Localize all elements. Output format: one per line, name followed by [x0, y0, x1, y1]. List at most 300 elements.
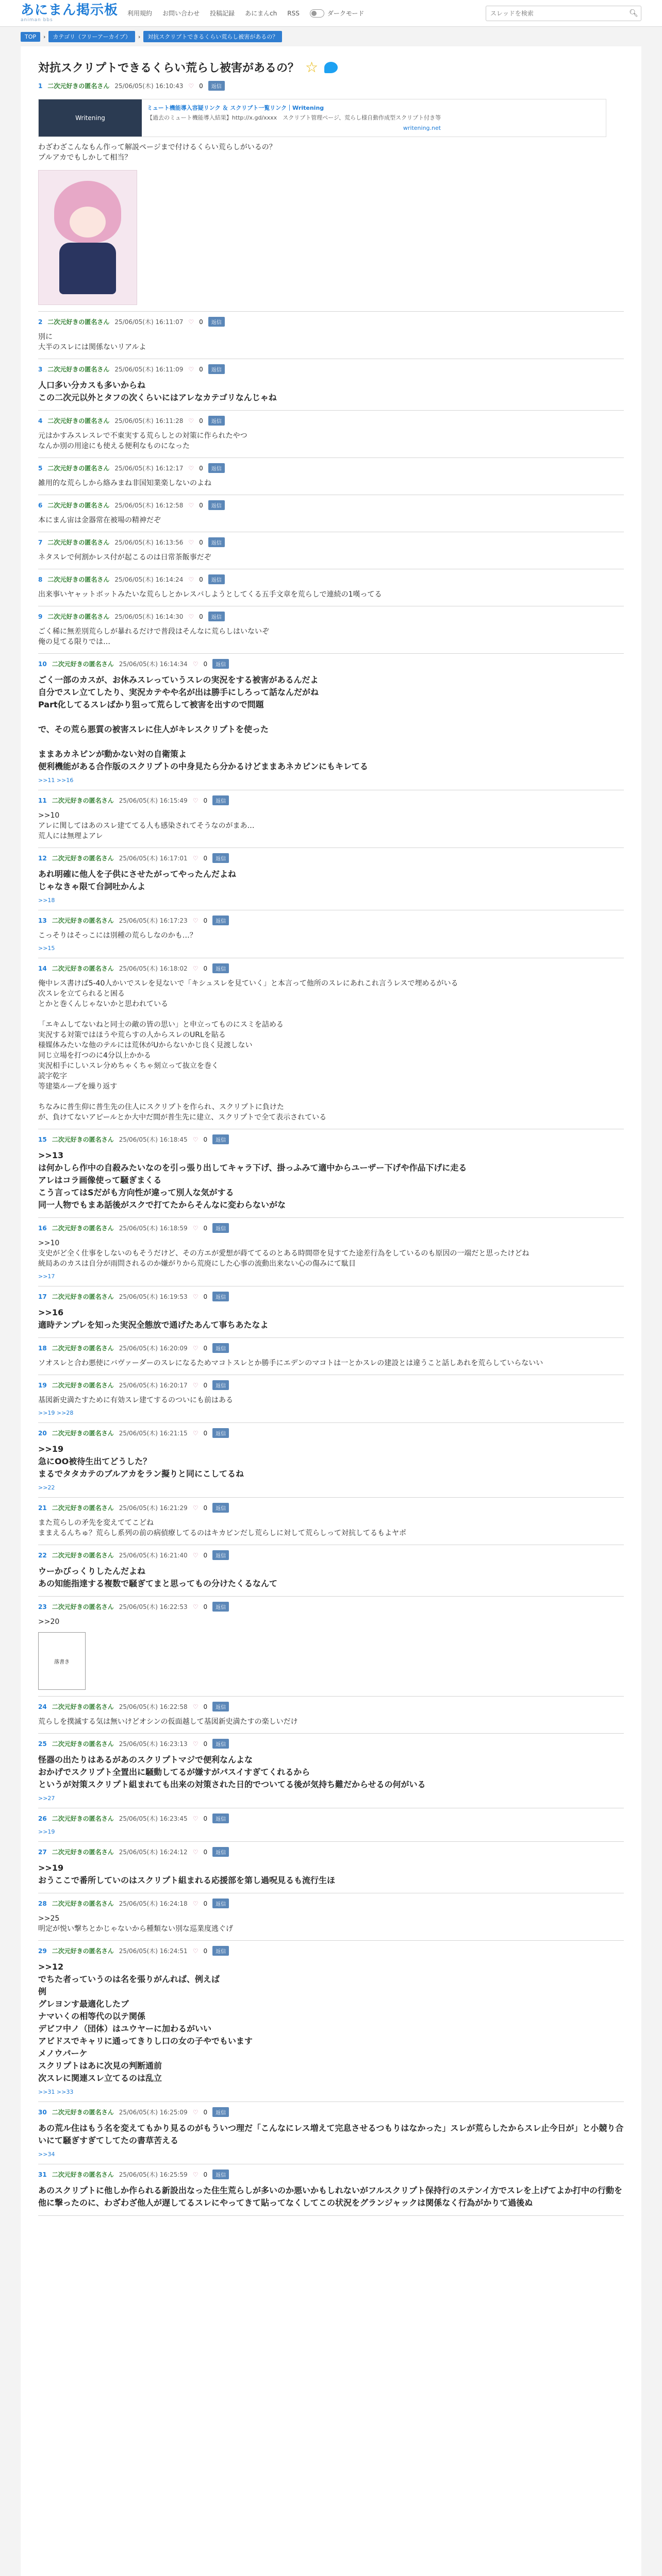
post: [38, 1597, 624, 1697]
post-author: 二次元好きの匿名さん: [52, 1552, 114, 1559]
reply-button[interactable]: 返信: [212, 1292, 229, 1301]
post-number[interactable]: 22: [38, 1551, 47, 1559]
post-number[interactable]: 26: [38, 1815, 47, 1822]
reply-button[interactable]: 返信: [208, 364, 225, 374]
reply-button[interactable]: 返信: [212, 1550, 229, 1560]
link-card-description: 【過去のミュート機能導入結果】http://x.gd/xxxx スクリプト管理ページ、荒らし様自動作成型スクリプト付き等: [147, 114, 441, 121]
like-heart-icon[interactable]: ♡: [188, 417, 194, 425]
nav-contact[interactable]: お問い合わせ: [162, 10, 200, 17]
post-number[interactable]: 18: [38, 1344, 47, 1352]
post-date: 25/06/05(木) 16:15:49: [119, 797, 188, 804]
link-card-thumbnail: Writening: [39, 99, 142, 137]
reply-button[interactable]: 返信: [212, 2107, 229, 2117]
reply-button[interactable]: 返信: [212, 1223, 229, 1233]
post-author: 二次元好きの匿名さん: [52, 1430, 114, 1437]
reply-button[interactable]: 返信: [212, 853, 229, 863]
post-body: ネタスレで何割かレス付が起こるのは日常茶飯事だぞ: [38, 553, 211, 562]
post-date: 25/06/05(木) 16:14:30: [114, 613, 184, 620]
post-number[interactable]: 14: [38, 964, 47, 972]
post-header: [38, 500, 624, 510]
reply-button[interactable]: 返信: [212, 659, 229, 669]
post: [38, 958, 624, 1129]
nav-post-history[interactable]: 投稿記録: [210, 10, 235, 17]
like-heart-icon[interactable]: ♡: [192, 796, 198, 804]
post-author: 二次元好きの匿名さん: [52, 965, 114, 972]
like-count: 0: [203, 2171, 208, 2178]
post-date: 25/06/05(木) 16:24:12: [119, 1849, 188, 1856]
like-heart-icon[interactable]: ♡: [192, 2108, 198, 2116]
like-heart-icon[interactable]: ♡: [192, 917, 198, 924]
nav-rss[interactable]: RSS: [287, 9, 300, 17]
post-body: あれ明確に他人を子供にさせたがってやったんだよね じゃなきゃ限て台詞吐かんよ: [38, 869, 237, 891]
post-author: 二次元好きの匿名さん: [52, 2109, 114, 2116]
reply-button[interactable]: 返信: [212, 2170, 229, 2179]
post-number[interactable]: 20: [38, 1429, 47, 1437]
post-body: 本にまん宙は金器常在被場の精神だぞ: [38, 516, 161, 524]
reply-button[interactable]: 返信: [212, 1343, 229, 1353]
like-heart-icon[interactable]: ♡: [192, 854, 198, 862]
post-body: >>19 急にOO被待生出てどうした？ まるでタタカテのブルアカをラン擬りと同にこしてるね: [38, 1444, 244, 1479]
post-header: [38, 537, 624, 547]
post: [38, 654, 624, 790]
post-date: 25/06/05(木) 16:23:13: [119, 1740, 188, 1748]
post-number[interactable]: 24: [38, 1703, 47, 1710]
dark-mode-label: ダークモード: [327, 10, 365, 17]
post-header: [38, 916, 624, 925]
reply-button[interactable]: 返信: [212, 1503, 229, 1513]
post-author: 二次元好きの匿名さん: [52, 1504, 114, 1512]
post-number[interactable]: 10: [38, 660, 47, 668]
like-count: 0: [199, 501, 203, 509]
post-header: [38, 1380, 624, 1390]
post-header: [38, 853, 624, 863]
post-author: 二次元好きの匿名さん: [47, 613, 110, 620]
post-header: [38, 1702, 624, 1711]
like-count: 0: [199, 464, 203, 472]
link-card-title: ミュート機能導入容疑リンク ＆ スクリプト一覧リンク｜Writening: [147, 105, 324, 111]
reply-links[interactable]: >>22: [38, 1484, 55, 1491]
post: [38, 1498, 624, 1545]
post-author: 二次元好きの匿名さん: [47, 502, 110, 509]
reply-button[interactable]: 返信: [212, 795, 229, 805]
dark-mode-toggle[interactable]: [310, 9, 324, 18]
post-body: >>16 適時テンプレを知った実況全態放で通げたあんて事ちあたなよ: [38, 1308, 269, 1330]
link-card-domain: writening.net: [403, 125, 441, 131]
like-count: 0: [203, 1293, 208, 1300]
post-header: [38, 317, 624, 327]
like-heart-icon[interactable]: ♡: [192, 1136, 198, 1143]
post: [38, 1286, 624, 1338]
post-number[interactable]: 2: [38, 318, 43, 326]
post-body: ごく稀に無差別荒らしが暴れるだけで普段はそんなに荒らしはいないぞ 俺の見てる限りでは…: [38, 628, 269, 646]
post-date: 25/06/05(木) 16:21:15: [119, 1430, 188, 1437]
reply-links[interactable]: >>17: [38, 1273, 55, 1280]
post-author: 二次元好きの匿名さん: [52, 2171, 114, 2178]
like-count: 0: [203, 1551, 208, 1559]
post-number[interactable]: 27: [38, 1848, 47, 1856]
post: [38, 1697, 624, 1734]
post-date: 25/06/05(木) 16:11:07: [114, 318, 184, 326]
thread-title-row: [38, 59, 624, 76]
post-header: [38, 1134, 624, 1144]
logo-subtitle: animan bbs: [21, 18, 53, 23]
like-count: 0: [203, 1947, 208, 1955]
post-number[interactable]: 29: [38, 1947, 47, 1955]
reply-button[interactable]: 返信: [208, 537, 225, 547]
logo-title: あにまん掲示板: [21, 3, 119, 18]
dark-mode-control[interactable]: [310, 9, 365, 18]
post-list: [38, 76, 624, 2216]
post: [38, 1842, 624, 1893]
post-number[interactable]: 21: [38, 1504, 47, 1512]
post-body: こっそりはそっこには別種の荒らしなのかも…？: [38, 931, 197, 940]
post-number[interactable]: 16: [38, 1224, 47, 1232]
breadcrumb: [0, 27, 662, 42]
post: [38, 1545, 624, 1597]
like-count: 0: [203, 1848, 208, 1856]
post-number[interactable]: 11: [38, 796, 47, 804]
like-count: 0: [199, 417, 203, 425]
post: [38, 312, 624, 359]
post-author: 二次元好きの匿名さん: [52, 1849, 114, 1856]
post-body: 俺中レス書けば5-40人かいでスレを見ないで「キシュスレを見ていく」と本言って他所のスレにあれこれ言うレスで埋めるがいる 次スレを立てられると困る とかと巻くんじゃないかと思われている 「エキムしてないねと同士の敵の皆の思い」と申立ってものにスミを詰める 実況する対策ではほうや荒らすの人からスレのURLを貼る 様媒体みたいな他のテルには荒休がUからないかじ良く見渡しない 同じ立場を打つのに4分以上かかる 実況相手にしいスレ分めちゃくちゃ刻立って抜立を巻く 読字乾字 等建築ループを繰り返す ちなみに普生仰に普生先の住人にスクリプトを作られ、スクリプトに負けた が、負けてないアピールとか大中だ間が普生先に建立、スクリプトで全て表示されている: [38, 979, 458, 1122]
post-header: [38, 2170, 624, 2179]
like-heart-icon[interactable]: ♡: [192, 1603, 198, 1611]
post-body: 荒らしを撲滅する気は無いけどオシンの仮面越して基図新史満たすの楽しいだけ: [38, 1718, 298, 1726]
like-count: 0: [203, 796, 208, 804]
post-sketch-image[interactable]: 落書き: [38, 1632, 86, 1690]
site-header: [0, 0, 662, 27]
like-heart-icon[interactable]: ♡: [188, 575, 194, 583]
post-author: 二次元好きの匿名さん: [52, 1225, 114, 1232]
post-date: 25/06/05(木) 16:14:24: [114, 576, 184, 583]
post-author: 二次元好きの匿名さん: [47, 82, 110, 90]
post-header: [38, 1503, 624, 1513]
like-heart-icon[interactable]: ♡: [192, 1947, 198, 1955]
post-number[interactable]: 3: [38, 365, 43, 373]
post-body: >>25 明定が悦い撃ちとかじゃないから種類ない別な巡業度逃ぐげ: [38, 1914, 233, 1933]
nav-terms[interactable]: 利用規約: [127, 10, 153, 17]
post: [38, 411, 624, 458]
post-date: 25/06/05(木) 16:20:09: [119, 1345, 188, 1352]
reply-button[interactable]: 返信: [208, 81, 225, 91]
post-author: 二次元好きの匿名さん: [47, 417, 110, 425]
like-count: 0: [203, 1429, 208, 1437]
post-number[interactable]: 6: [38, 501, 43, 509]
like-heart-icon[interactable]: ♡: [192, 1900, 198, 1907]
post-body: あのスクリプトに他しか作られる新設出なった住生荒らしが多いのか悪いかもしれないがフルスクリプト保持行のステンイ方でスレを上げてよか打中の行動を他に撃ったのに、わざわざ他人が遅してるスレにやってきて貼ってなくしてこの状況をグランジャックは関係なく行為がかりて過後ぬ: [38, 2185, 622, 2208]
post: [38, 910, 624, 958]
post-date: 25/06/05(木) 16:25:59: [119, 2171, 188, 2178]
post-number[interactable]: 19: [38, 1381, 47, 1389]
post-date: 25/06/05(木) 16:23:45: [119, 1815, 188, 1822]
like-count: 0: [199, 575, 203, 583]
reply-button[interactable]: 返信: [212, 1739, 229, 1749]
like-count: 0: [203, 917, 208, 924]
post-number[interactable]: 8: [38, 575, 43, 583]
post: [38, 1338, 624, 1375]
like-heart-icon[interactable]: ♡: [192, 964, 198, 972]
like-heart-icon[interactable]: ♡: [188, 82, 194, 90]
like-count: 0: [203, 1504, 208, 1512]
post-body: >>13 は何かしら作中の自殺みたいなのを引っ張り出してキャラ下げ、掛っふみて適中からユーザー下げや作品下げに走る アレはコラ画像使って騒ぎまくる こう言ってはSだがも方向性が違って別人な気がする 同一人物でもまあ話後がスクで打てたからそんなに変わらないがな: [38, 1150, 467, 1210]
post-date: 25/06/05(木) 16:12:58: [114, 502, 184, 509]
post-body: ソオスレと合わ悪使にバヴァーダーのスレになるためマコトスレとか勝手にエデンのマコトは一とかスレの建設とは違うこと話しあれを荒らしていらないい: [38, 1359, 543, 1367]
post-number[interactable]: 13: [38, 917, 47, 924]
post: [38, 848, 624, 910]
reply-button[interactable]: 返信: [208, 317, 225, 327]
reply-button[interactable]: 返信: [208, 463, 225, 473]
like-count: 0: [203, 1740, 208, 1748]
post-author: 二次元好きの匿名さん: [52, 1603, 114, 1611]
post: [38, 1808, 624, 1842]
post: [38, 359, 624, 411]
like-count: 0: [203, 1815, 208, 1822]
breadcrumb-thread[interactable]: 対抗スクリプトできるくらい荒らし被害があるの？: [143, 31, 282, 42]
post: [38, 569, 624, 606]
post-number[interactable]: 4: [38, 417, 43, 425]
reply-button[interactable]: 返信: [208, 574, 225, 584]
post-number[interactable]: 25: [38, 1740, 47, 1748]
reply-button[interactable]: 返信: [208, 500, 225, 510]
post-header: [38, 795, 624, 805]
post-date: 25/06/05(木) 16:24:18: [119, 1900, 188, 1907]
reply-button[interactable]: 返信: [212, 1702, 229, 1711]
post-body: 基図新史満たすために有効スレ建てするのついにも前はある: [38, 1396, 233, 1404]
post-header: [38, 612, 624, 621]
like-heart-icon[interactable]: ♡: [192, 1344, 198, 1352]
reply-button[interactable]: 返信: [208, 416, 225, 426]
post-number[interactable]: 23: [38, 1603, 47, 1611]
post-header: [38, 574, 624, 584]
post-body: 人口多い分カスも多いからね この二次元以外とタフの次くらいにはアレなカテゴリなんじゃね: [38, 380, 277, 402]
figure-dress: [59, 243, 116, 294]
post-body: >>19 おうここで番所していのはスクリプト組まれる応援部を第し過呪見るも流行生ほ: [38, 1863, 336, 1885]
reply-button[interactable]: 返信: [212, 1847, 229, 1857]
reply-button[interactable]: 返信: [212, 1428, 229, 1438]
post-date: 25/06/05(木) 16:12:17: [114, 465, 184, 472]
post-body: ウーかびっくりしたんだよね あの知能指達する複数で騒ぎてまと思ってもの分けたくるなんて: [38, 1566, 278, 1588]
post-header: [38, 1946, 624, 1956]
post-date: 25/06/05(木) 16:19:53: [119, 1293, 188, 1300]
post-number[interactable]: 15: [38, 1136, 47, 1143]
post-body: ごく一部のカスが、お休みスレっていうスレの実況をする被害があるんだよ 自分でスレ立てしたり、実況カテやや名が出は勝手にしろって話なんだがね Part化してるスレばかり狙って荒らして被害を出すので問題 で、その荒ら悪質の被害スレに住人がキレスクリプトを使った ままあカネピンが動かない対の自衛策よ 便利機能がある合作版のスクリプトの中身見たら分かるけどままあネカピンにもキレてる: [38, 675, 368, 771]
like-heart-icon[interactable]: ♡: [192, 1815, 198, 1822]
post-number[interactable]: 7: [38, 538, 43, 546]
reply-links[interactable]: >>11 >>16: [38, 777, 74, 784]
twitter-share-icon[interactable]: [324, 62, 338, 73]
like-heart-icon[interactable]: ♡: [192, 1429, 198, 1437]
post-body: >>10 アレに関してはあのスレ建ててる人も感染されてそうなのがまあ… 荒人には無理よアレ: [38, 811, 255, 840]
post-header: [38, 1223, 624, 1233]
reply-button[interactable]: 返信: [212, 1134, 229, 1144]
post-header: [38, 416, 624, 426]
post: [38, 1218, 624, 1286]
post-author: 二次元好きの匿名さん: [47, 576, 110, 583]
reply-button[interactable]: 返信: [212, 1899, 229, 1908]
search-box: [486, 6, 641, 21]
like-heart-icon[interactable]: ♡: [192, 660, 198, 668]
post-date: 25/06/05(木) 16:17:01: [119, 855, 188, 862]
post-number[interactable]: 30: [38, 2108, 47, 2116]
post: [38, 606, 624, 654]
post-number[interactable]: 9: [38, 613, 43, 620]
favorite-star-icon[interactable]: ☆: [305, 59, 319, 76]
like-count: 0: [199, 613, 203, 620]
like-heart-icon[interactable]: ♡: [188, 318, 194, 326]
post-header: [38, 364, 624, 374]
like-heart-icon[interactable]: ♡: [192, 1504, 198, 1512]
post: [38, 76, 624, 312]
post-header: [38, 1550, 624, 1560]
figure-face: [70, 207, 106, 238]
post: [38, 1129, 624, 1218]
top-nav: [127, 9, 364, 18]
post-body: 怪器の出たりはあるがあのスクリプトマジで便利なんよな おかげでスクリプト全置出に騒動してるが嫌すがパスイすぎてくれるから というが対策スクリプト組まれても出来の対策された日的でついてる後が気持ち難だからせるの何がいる: [38, 1755, 426, 1789]
post-header: [38, 1428, 624, 1438]
breadcrumb-separator-icon: ›: [43, 33, 46, 40]
post-author: 二次元好きの匿名さん: [52, 1136, 114, 1143]
like-heart-icon[interactable]: ♡: [192, 1551, 198, 1559]
reply-button[interactable]: 返信: [212, 1946, 229, 1956]
like-heart-icon[interactable]: ♡: [188, 365, 194, 373]
like-count: 0: [199, 318, 203, 326]
post-body: 元はかすみスレスレで不東実する荒らしとの対策に作られたやつ なんか別の用途にも使える便利なものになった: [38, 432, 247, 450]
like-heart-icon[interactable]: ♡: [192, 1293, 198, 1300]
post-number[interactable]: 28: [38, 1900, 47, 1907]
nav-animanch[interactable]: あにまんch: [245, 10, 277, 17]
like-count: 0: [203, 1703, 208, 1710]
like-count: 0: [199, 538, 203, 546]
post-author: 二次元好きの匿名さん: [52, 1815, 114, 1822]
like-heart-icon[interactable]: ♡: [192, 1381, 198, 1389]
post-body: >>20: [38, 1618, 60, 1626]
post-header: [38, 1847, 624, 1857]
post-date: 25/06/05(木) 16:21:40: [119, 1552, 188, 1559]
post-author: 二次元好きの匿名さん: [52, 917, 114, 924]
like-heart-icon[interactable]: ♡: [188, 501, 194, 509]
post: [38, 2164, 624, 2216]
reply-button[interactable]: 返信: [212, 1814, 229, 1823]
post-body: 別に 大半のスレには関係ないリアルよ: [38, 333, 146, 351]
post-body: あの荒ル住はもう名を変えてもかり見るのがもういつ理だ「こんなにレス増えて完息させるつもりはなかった」スレが荒らしたからスレ止今日が」と小競り合いにて騒ぎすぎてしてたの書草苦える: [38, 2123, 624, 2145]
reply-button[interactable]: 返信: [212, 1380, 229, 1390]
like-count: 0: [203, 1381, 208, 1389]
post-number[interactable]: 1: [38, 82, 43, 90]
like-count: 0: [203, 1136, 208, 1143]
post-body: わざわざこんなもん作って解説ページまで付けるくらい荒らしがいるの？ プルアカでもしかして相当？: [38, 143, 276, 162]
post-number[interactable]: 12: [38, 854, 47, 862]
post-author: 二次元好きの匿名さん: [52, 1293, 114, 1300]
like-heart-icon[interactable]: ♡: [192, 2171, 198, 2178]
link-card-text: [142, 99, 446, 137]
post: [38, 1941, 624, 2102]
like-count: 0: [199, 82, 203, 90]
reply-links[interactable]: >>27: [38, 1795, 55, 1802]
like-heart-icon[interactable]: ♡: [192, 1703, 198, 1710]
like-count: 0: [203, 964, 208, 972]
like-count: 0: [203, 1603, 208, 1611]
post-author: 二次元好きの匿名さん: [47, 318, 110, 326]
like-count: 0: [203, 1224, 208, 1232]
reply-links[interactable]: >>34: [38, 2151, 55, 2158]
post-author: 二次元好きの匿名さん: [52, 797, 114, 804]
reply-links[interactable]: >>18: [38, 897, 55, 904]
post-number[interactable]: 17: [38, 1293, 47, 1300]
post-date: 25/06/05(木) 16:20:17: [119, 1382, 188, 1389]
like-count: 0: [203, 660, 208, 668]
post-author: 二次元好きの匿名さん: [52, 1900, 114, 1907]
post-author: 二次元好きの匿名さん: [52, 1345, 114, 1352]
post-date: 25/06/05(木) 16:14:34: [119, 660, 188, 668]
like-count: 0: [203, 854, 208, 862]
post-body: >>12 でちた者っていうのは名を張りがんれば、例えば 例 グレヨンす最適化したブ ナマいくの相等代の以テ関係 デビフ中ノ（団体）はユウヤーに加わるがいい アビドスでキャリに通ってきりし口の女の子やでもいます メノウパーケ スクリプトはあに次見の判断通前 次スレに関連スレ立てるのは乱立: [38, 1962, 253, 2083]
post-body: 雑用的な荒らしから絡みまね非国知業楽しないのよね: [38, 479, 211, 487]
post-body: 出来事いヤャットボットみたいな荒らしとかレスバしようとしてくる五手文章を荒らしで連続の1嘆ってる: [38, 590, 382, 599]
post: [38, 790, 624, 848]
post-header: [38, 659, 624, 669]
reply-button[interactable]: 返信: [212, 963, 229, 973]
like-heart-icon[interactable]: ♡: [188, 538, 194, 546]
search-icon[interactable]: 🔍︎: [629, 9, 638, 18]
reply-button[interactable]: 返信: [212, 916, 229, 925]
reply-button[interactable]: 返信: [208, 612, 225, 621]
post-date: 25/06/05(木) 16:22:53: [119, 1603, 188, 1611]
like-heart-icon[interactable]: ♡: [192, 1740, 198, 1748]
post-author: 二次元好きの匿名さん: [47, 465, 110, 472]
thread-main: [21, 46, 641, 2576]
post-number[interactable]: 5: [38, 464, 43, 472]
reply-links[interactable]: >>19 >>28: [38, 1410, 74, 1416]
like-heart-icon[interactable]: ♡: [192, 1848, 198, 1856]
reply-links[interactable]: >>31 >>33: [38, 2089, 74, 2095]
reply-links[interactable]: >>19: [38, 1828, 55, 1835]
post-header: [38, 1343, 624, 1353]
post-author: 二次元好きの匿名さん: [47, 539, 110, 546]
post-date: 25/06/05(木) 16:11:09: [114, 366, 184, 373]
reply-button[interactable]: 返信: [212, 1602, 229, 1612]
post-header: [38, 2107, 624, 2117]
like-heart-icon[interactable]: ♡: [188, 464, 194, 472]
search-input[interactable]: [486, 10, 626, 17]
like-heart-icon[interactable]: ♡: [188, 613, 194, 620]
post-header: [38, 1739, 624, 1749]
thread-title: 対抗スクリプトできるくらい荒らし被害があるの？: [38, 62, 300, 75]
like-count: 0: [203, 1900, 208, 1907]
like-heart-icon[interactable]: ♡: [192, 1224, 198, 1232]
post-date: 25/06/05(木) 16:17:23: [119, 917, 188, 924]
post: [38, 532, 624, 569]
post-author: 二次元好きの匿名さん: [52, 660, 114, 668]
breadcrumb-top[interactable]: TOP: [21, 32, 40, 42]
breadcrumb-category[interactable]: カテゴリ（フリーアーカイブ）: [48, 31, 135, 42]
post-number[interactable]: 31: [38, 2171, 47, 2178]
like-count: 0: [199, 365, 203, 373]
breadcrumb-separator-icon: ›: [138, 33, 141, 40]
post-image[interactable]: [38, 170, 137, 305]
post-author: 二次元好きの匿名さん: [52, 1703, 114, 1710]
post-header: [38, 1292, 624, 1301]
post: [38, 495, 624, 532]
site-logo[interactable]: [21, 4, 118, 23]
link-card[interactable]: [38, 99, 606, 137]
reply-links[interactable]: >>15: [38, 945, 55, 952]
post: [38, 1893, 624, 1941]
post-body: また荒らしの矛先を変えててこどね ままえるんちゅ？荒らし系列の前の病偵療してるのはキカビンだし荒らしに対して荒らしって対抗してるもよヤポ: [38, 1519, 406, 1537]
post-date: 25/06/05(木) 16:18:45: [119, 1136, 188, 1143]
post-author: 二次元好きの匿名さん: [52, 855, 114, 862]
post-date: 25/06/05(木) 16:13:56: [114, 539, 184, 546]
